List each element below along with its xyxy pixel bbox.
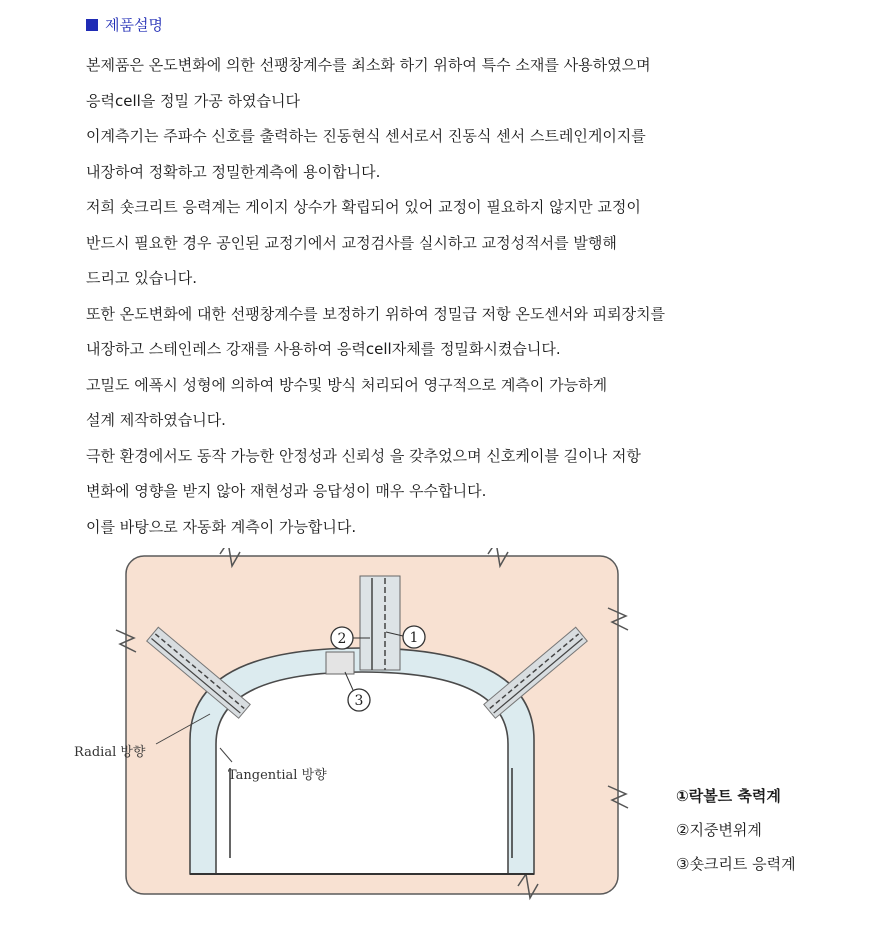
legend-item-rockbolt: ①락볼트 축력계 (676, 787, 781, 805)
legend-item-extensometer: ②지중변위계 (676, 821, 762, 839)
crown-instrument (360, 576, 400, 670)
product-description (86, 48, 866, 545)
tunnel-diagram (60, 548, 640, 908)
tangential-direction-label: Tangential 방향 (228, 768, 327, 783)
radial-direction-label: Radial 방향 (74, 745, 146, 760)
callout-number-2: 2 (337, 631, 347, 647)
description-line: 본제품은 온도변화에 의한 선팽창계수를 최소화 하기 위하여 특수 소재를 사용하였으며 (86, 56, 651, 74)
description-line: 또한 온도변화에 대한 선팽창계수를 보정하기 위하여 정밀급 저항 온도센서와 피뢰장치를 (86, 304, 666, 323)
instrument-legend (676, 782, 796, 884)
section-title-text: 제품설명 (105, 16, 163, 34)
description-line: 설계 제작하였습니다. (86, 411, 226, 429)
description-line: 이를 바탕으로 자동화 계측이 가능합니다. (86, 517, 357, 536)
description-line: 변화에 영향을 받지 않아 재현성과 응답성이 매우 우수합니다. (86, 482, 487, 500)
callout-number-3: 3 (354, 693, 364, 709)
callout-number-1: 1 (409, 630, 419, 646)
square-bullet-icon (86, 19, 98, 31)
description-line: 내장하여 정확하고 정밀한계측에 용이합니다. (86, 162, 381, 181)
description-line: 고밀도 에폭시 성형에 의하여 방수및 방식 처리되어 영구적으로 계측이 가능하게 (86, 375, 608, 394)
description-line: 응력cell을 정밀 가공 하였습니다 (86, 91, 300, 110)
section-heading (86, 14, 163, 35)
description-line: 이계측기는 주파수 신호를 출력하는 진동현식 센서로서 진동식 센서 스트레인게이지를 (86, 127, 646, 145)
description-line: 저희 숏크리트 응력계는 게이지 상수가 확립되어 있어 교정이 필요하지 않지만 교정이 (86, 198, 641, 216)
description-line: 극한 환경에서도 동작 가능한 안정성과 신뢰성 을 갖추었으며 신호케이블 길이나 저항 (86, 446, 641, 465)
description-line: 반드시 필요한 경우 공인된 교정기에서 교정검사를 실시하고 교정성적서를 발행해 (86, 233, 617, 252)
description-line: 드리고 있습니다. (86, 269, 197, 287)
legend-item-shotcrete-stress: ③숏크리트 응력계 (676, 855, 796, 873)
shotcrete-cell (326, 652, 354, 674)
description-line: 내장하고 스테인레스 강재를 사용하여 응력cell자체를 정밀화시켰습니다. (86, 340, 561, 358)
